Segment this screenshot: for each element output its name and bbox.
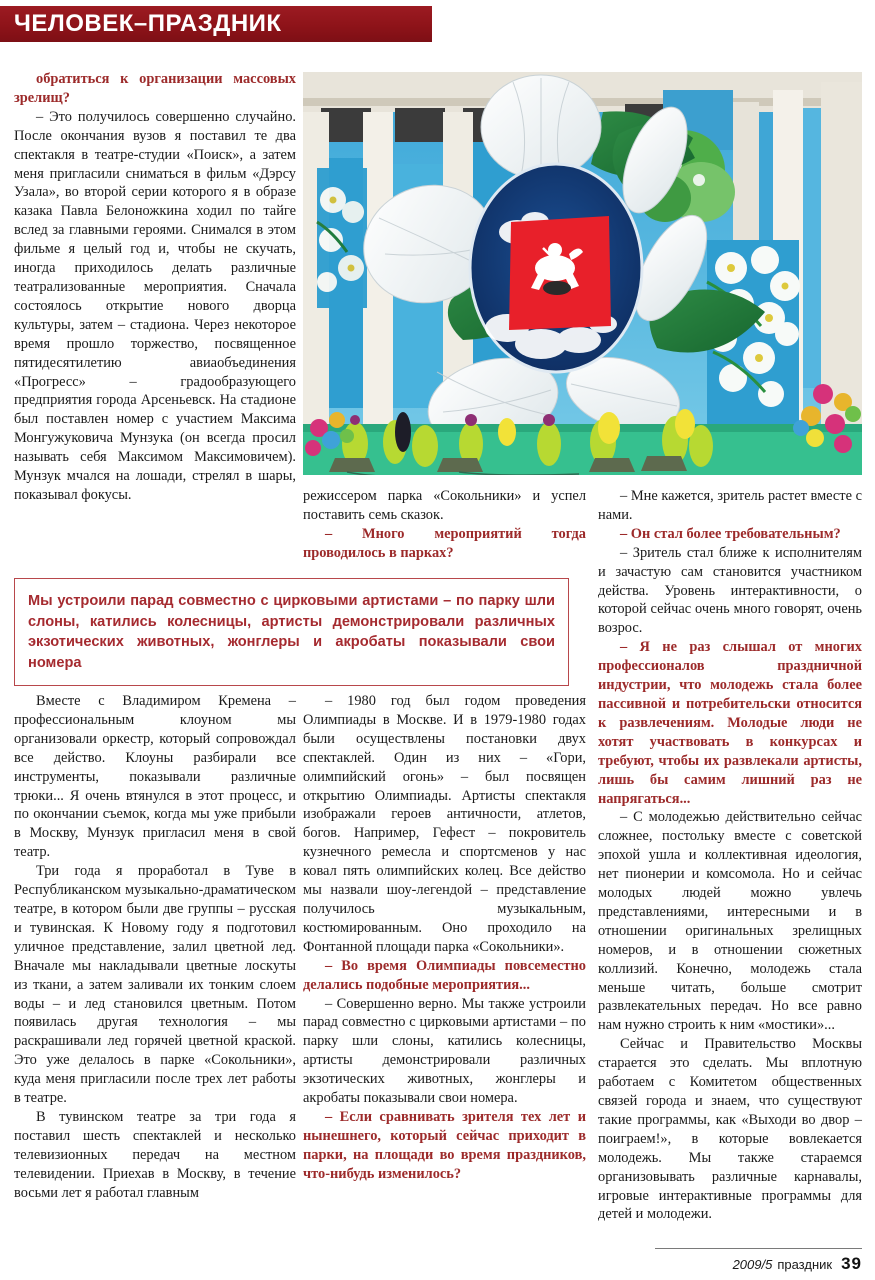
body-paragraph: – Совершенно верно. Мы также устроили парад совместно с цирковыми артистами – по парку шли слоны, катились колесницы, артисты демонстрировали различных экзотических животных, жонглеры и акробаты показывали свои номера. [303, 995, 586, 1107]
stage-photo-illustration [303, 72, 862, 475]
body-paragraph: Сейчас и Правительство Москвы старается это сделать. Мы вплотную работаем с Комитетом общественных связей города и знаем, что существуют такие программы, как «Выходи во двор – поиграем!», в которые вовлекается молодежь. Мы также стараемся организовывать различные карнавалы, игровые интерактивные программы для детей и молодежи. [598, 1036, 862, 1223]
body-paragraph: – 1980 год был годом проведения Олимпиады в Москве. И в 1979-1980 годах были осуществлены постановки двух спектаклей. Один из них – «Гори, олимпийский огонь» – был посвящен открытию Олимпиады. Артисты спектакля изображали героев античности, атлетов, богов. Например, Гефест – покровитель кузнечного ремесла и спортсменов у нас ковал пять олимпийских колец. Все действо мы назвали шоу-легендой – представление получилось музыкальным, костюмированным. Оно проходило на Фонтанной площади парка «Сокольники». [303, 693, 586, 955]
interview-question: – Если сравнивать зрителя тех лет и нынешнего, который сейчас приходит в парки, на площади во время праздников, что-нибудь изменилось? [303, 1108, 586, 1182]
body-paragraph: – Это получилось совершенно случайно. После окончания вузов я поставил те два спектакля в театре-студии «Поиск», а затем меня пригласили сниматься в фильм «Дэрсу Узала», во второй серии которого я в образе казака Павла Белоножкина ходил по тайге вслед за главными героями. Снимался в этом фильме я целый год и, чтобы не скучать, иногда приходилось делать различные театрализованные мероприятия. Сначала состоялось открытие нового дворца культуры, затем – стадиона. Через некоторое время прошло торжество, посвященное пятидесятилетию авиаобъединения «Прогресс» – градообразующего предприятия города Арсеньевск. На стадионе был поставлен номер с участием Максима Монгужуковича Мунзука (он всегда просил называть себя Максимом Максимовичем). Мунзук мчался на лошади, стрелял в шары, показывал фокусы. [14, 108, 296, 503]
interview-question: – Во время Олимпиады повсеместно делались подобные мероприятия... [303, 957, 586, 993]
section-header-banner [0, 6, 432, 42]
body-paragraph: Вместе с Владимиром Кремена – профессиональным клоуном мы организовали оркестр, который сопровождал все действо. Клоуны разбирали все инструменты, показывали различные трюки... Я очень втянулся в этот процесс, и по окончании съемок, когда мы уже прибыли в Москву, Мунзук пригласил меня в свой театр. [14, 693, 296, 861]
interview-question: – Много мероприятий тогда проводилось в парках? [303, 525, 586, 561]
stage-photo [303, 72, 862, 475]
column-1-lower [14, 692, 296, 1202]
issue-number: 2009/5 [732, 1256, 773, 1272]
magazine-name: праздник [777, 1256, 833, 1272]
body-paragraph: – Зритель стал ближе к исполнителям и зачастую сам становится участником действа. Уровень интерактивности, о которой сейчас очень много говорят, очень возрос. [598, 544, 862, 637]
pull-quote-box [14, 578, 569, 686]
page-footer [655, 1253, 862, 1275]
footer-divider [655, 1248, 862, 1249]
body-paragraph: – С молодежью действительно сейчас сложнее, постольку вместе с советской эпохой ушла и коллективная идеология, нет пионерии и комсомола. Но и сейчас молодых людей можно увлечь представлениями, интересными и в отношении оригинальных зрелищных номеров, и в отношении сюжетных коллизий. Конечно, молодежь стала меньше читать, больше смотрит развлекательных передач. Но все равно нам нужно строить к ним «мостики»... [598, 809, 862, 1034]
column-2-upper [303, 487, 586, 563]
body-paragraph: режиссером парка «Сокольники» и успел поставить семь сказок. [303, 488, 586, 523]
interview-question: – Он стал более требовательным? [620, 525, 841, 542]
column-2-lower [303, 692, 586, 1184]
page-number: 39 [841, 1254, 862, 1273]
body-paragraph: Три года я проработал в Туве в Республиканском музыкально-драматическом театре, в котором были две группы – русская и тувинская. К Новому году я подготовил уличное представление, залил цветной лед. Вначале мы накладывали цветные лоскуты из ткани, а затем заливали их тонким слоем воды – и лед становился цветным. Потом появилась другая технология – мы раскрашивали лед горячей цветной краской. Это уже делалось в парке «Сокольники», куда меня пригласили после трех лет работы в театре. [14, 863, 296, 1107]
page-title: ЧЕЛОВЕК–ПРАЗДНИК [14, 10, 282, 37]
body-paragraph: – Мне кажется, зритель растет вместе с нами. [598, 488, 862, 523]
column-1-upper [14, 70, 296, 505]
body-paragraph: В тувинском театре за три года я поставил шесть спектаклей и несколько телевизионных передач на местном телевидении. Приехав в Москву, в течение восьми лет я работал главным [14, 1108, 296, 1201]
column-3 [598, 487, 862, 1224]
lead-question: обратиться к организации массовых зрелищ? [14, 71, 296, 106]
interview-question: – Я не раз слышал от многих профессионалов праздничной индустрии, что молодежь стала более пассивной и потребительски относится к развлечениям. Молодые люди не хотят участвовать в конкурсах и требуют, чтобы их развлекали артисты, лишь бы самим лишний раз не напрягаться... [598, 639, 862, 807]
pull-quote-text: Мы устроили парад совместно с цирковыми артистами – по парку шли слоны, катились колесницы, артисты демонстрировали различных экзотических животных, жонглеры и акробаты показывали свои номера [28, 593, 555, 671]
